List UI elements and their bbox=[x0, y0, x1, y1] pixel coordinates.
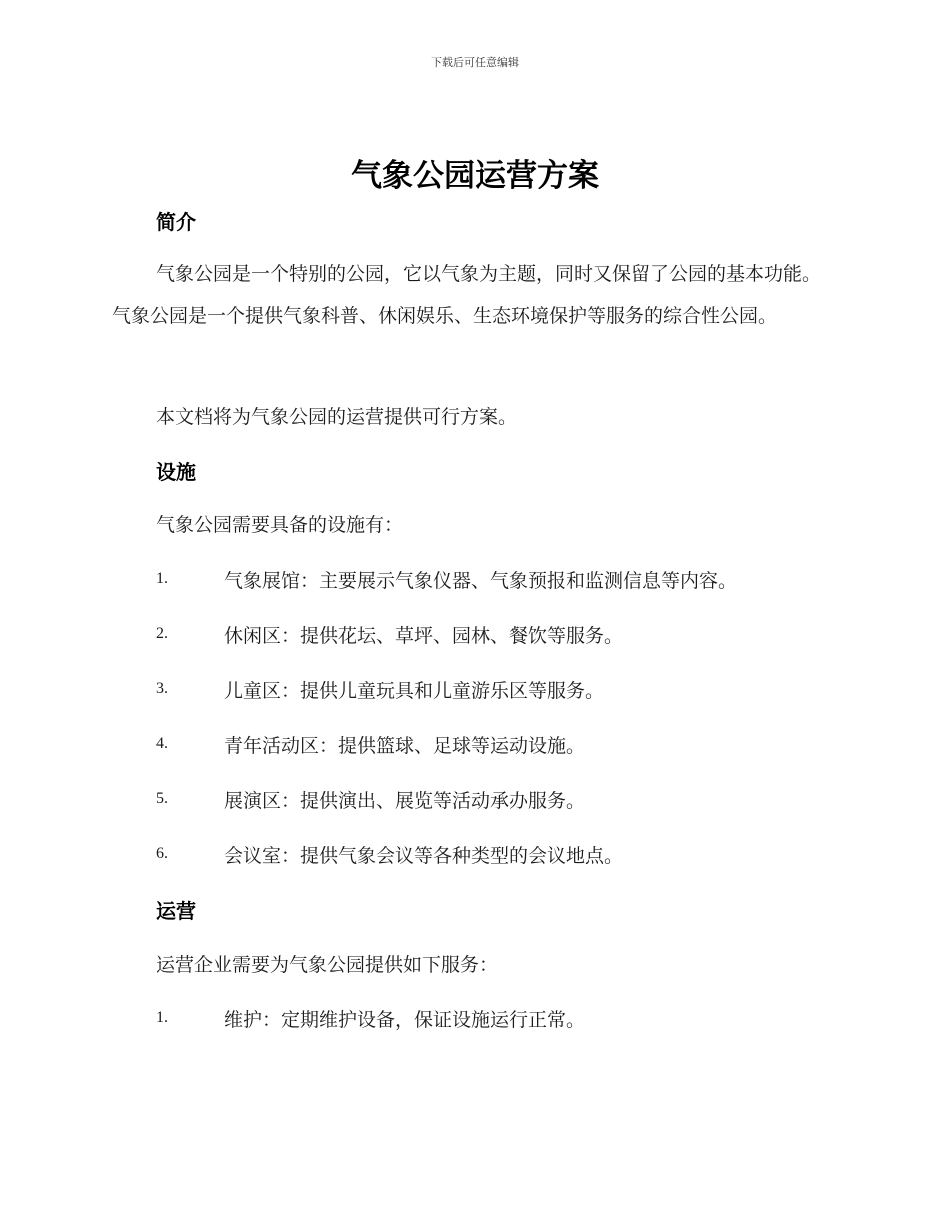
list-number: 1. bbox=[156, 1009, 168, 1026]
list-number: 2. bbox=[156, 625, 168, 642]
section-heading-operations: 运营 bbox=[156, 899, 196, 923]
list-text: 气象展馆：主要展示气象仪器、气象预报和监测信息等内容。 bbox=[224, 570, 738, 592]
operations-lead: 运营企业需要为气象公园提供如下服务： bbox=[156, 954, 499, 976]
list-number: 3. bbox=[156, 680, 168, 697]
section-heading-intro: 简介 bbox=[156, 210, 196, 234]
list-text: 青年活动区：提供篮球、足球等运动设施。 bbox=[224, 735, 586, 757]
list-text: 休闲区：提供花坛、草坪、园林、餐饮等服务。 bbox=[224, 625, 624, 647]
intro-paragraph-2: 本文档将为气象公园的运营提供可行方案。 bbox=[156, 406, 518, 428]
list-number: 6. bbox=[156, 845, 168, 862]
list-text: 维护：定期维护设备，保证设施运行正常。 bbox=[224, 1009, 586, 1031]
document-title: 气象公园运营方案 bbox=[351, 158, 599, 194]
list-number: 1. bbox=[156, 570, 168, 587]
list-text: 会议室：提供气象会议等各种类型的会议地点。 bbox=[224, 845, 624, 867]
list-number: 4. bbox=[156, 735, 168, 752]
page-header-note: 下载后可任意编辑 bbox=[431, 56, 519, 69]
list-text: 展演区：提供演出、展览等活动承办服务。 bbox=[224, 790, 586, 812]
section-heading-facilities: 设施 bbox=[156, 460, 196, 484]
list-text: 儿童区：提供儿童玩具和儿童游乐区等服务。 bbox=[224, 680, 605, 702]
list-number: 5. bbox=[156, 790, 168, 807]
facilities-lead: 气象公园需要具备的设施有： bbox=[156, 514, 404, 536]
intro-paragraph: 气象公园是一个特别的公园，它以气象为主题，同时又保留了公园的基本功能。气象公园是一个提供气象科普、休闲娱乐、生态环境保护等服务的综合性公园。 bbox=[112, 263, 822, 327]
